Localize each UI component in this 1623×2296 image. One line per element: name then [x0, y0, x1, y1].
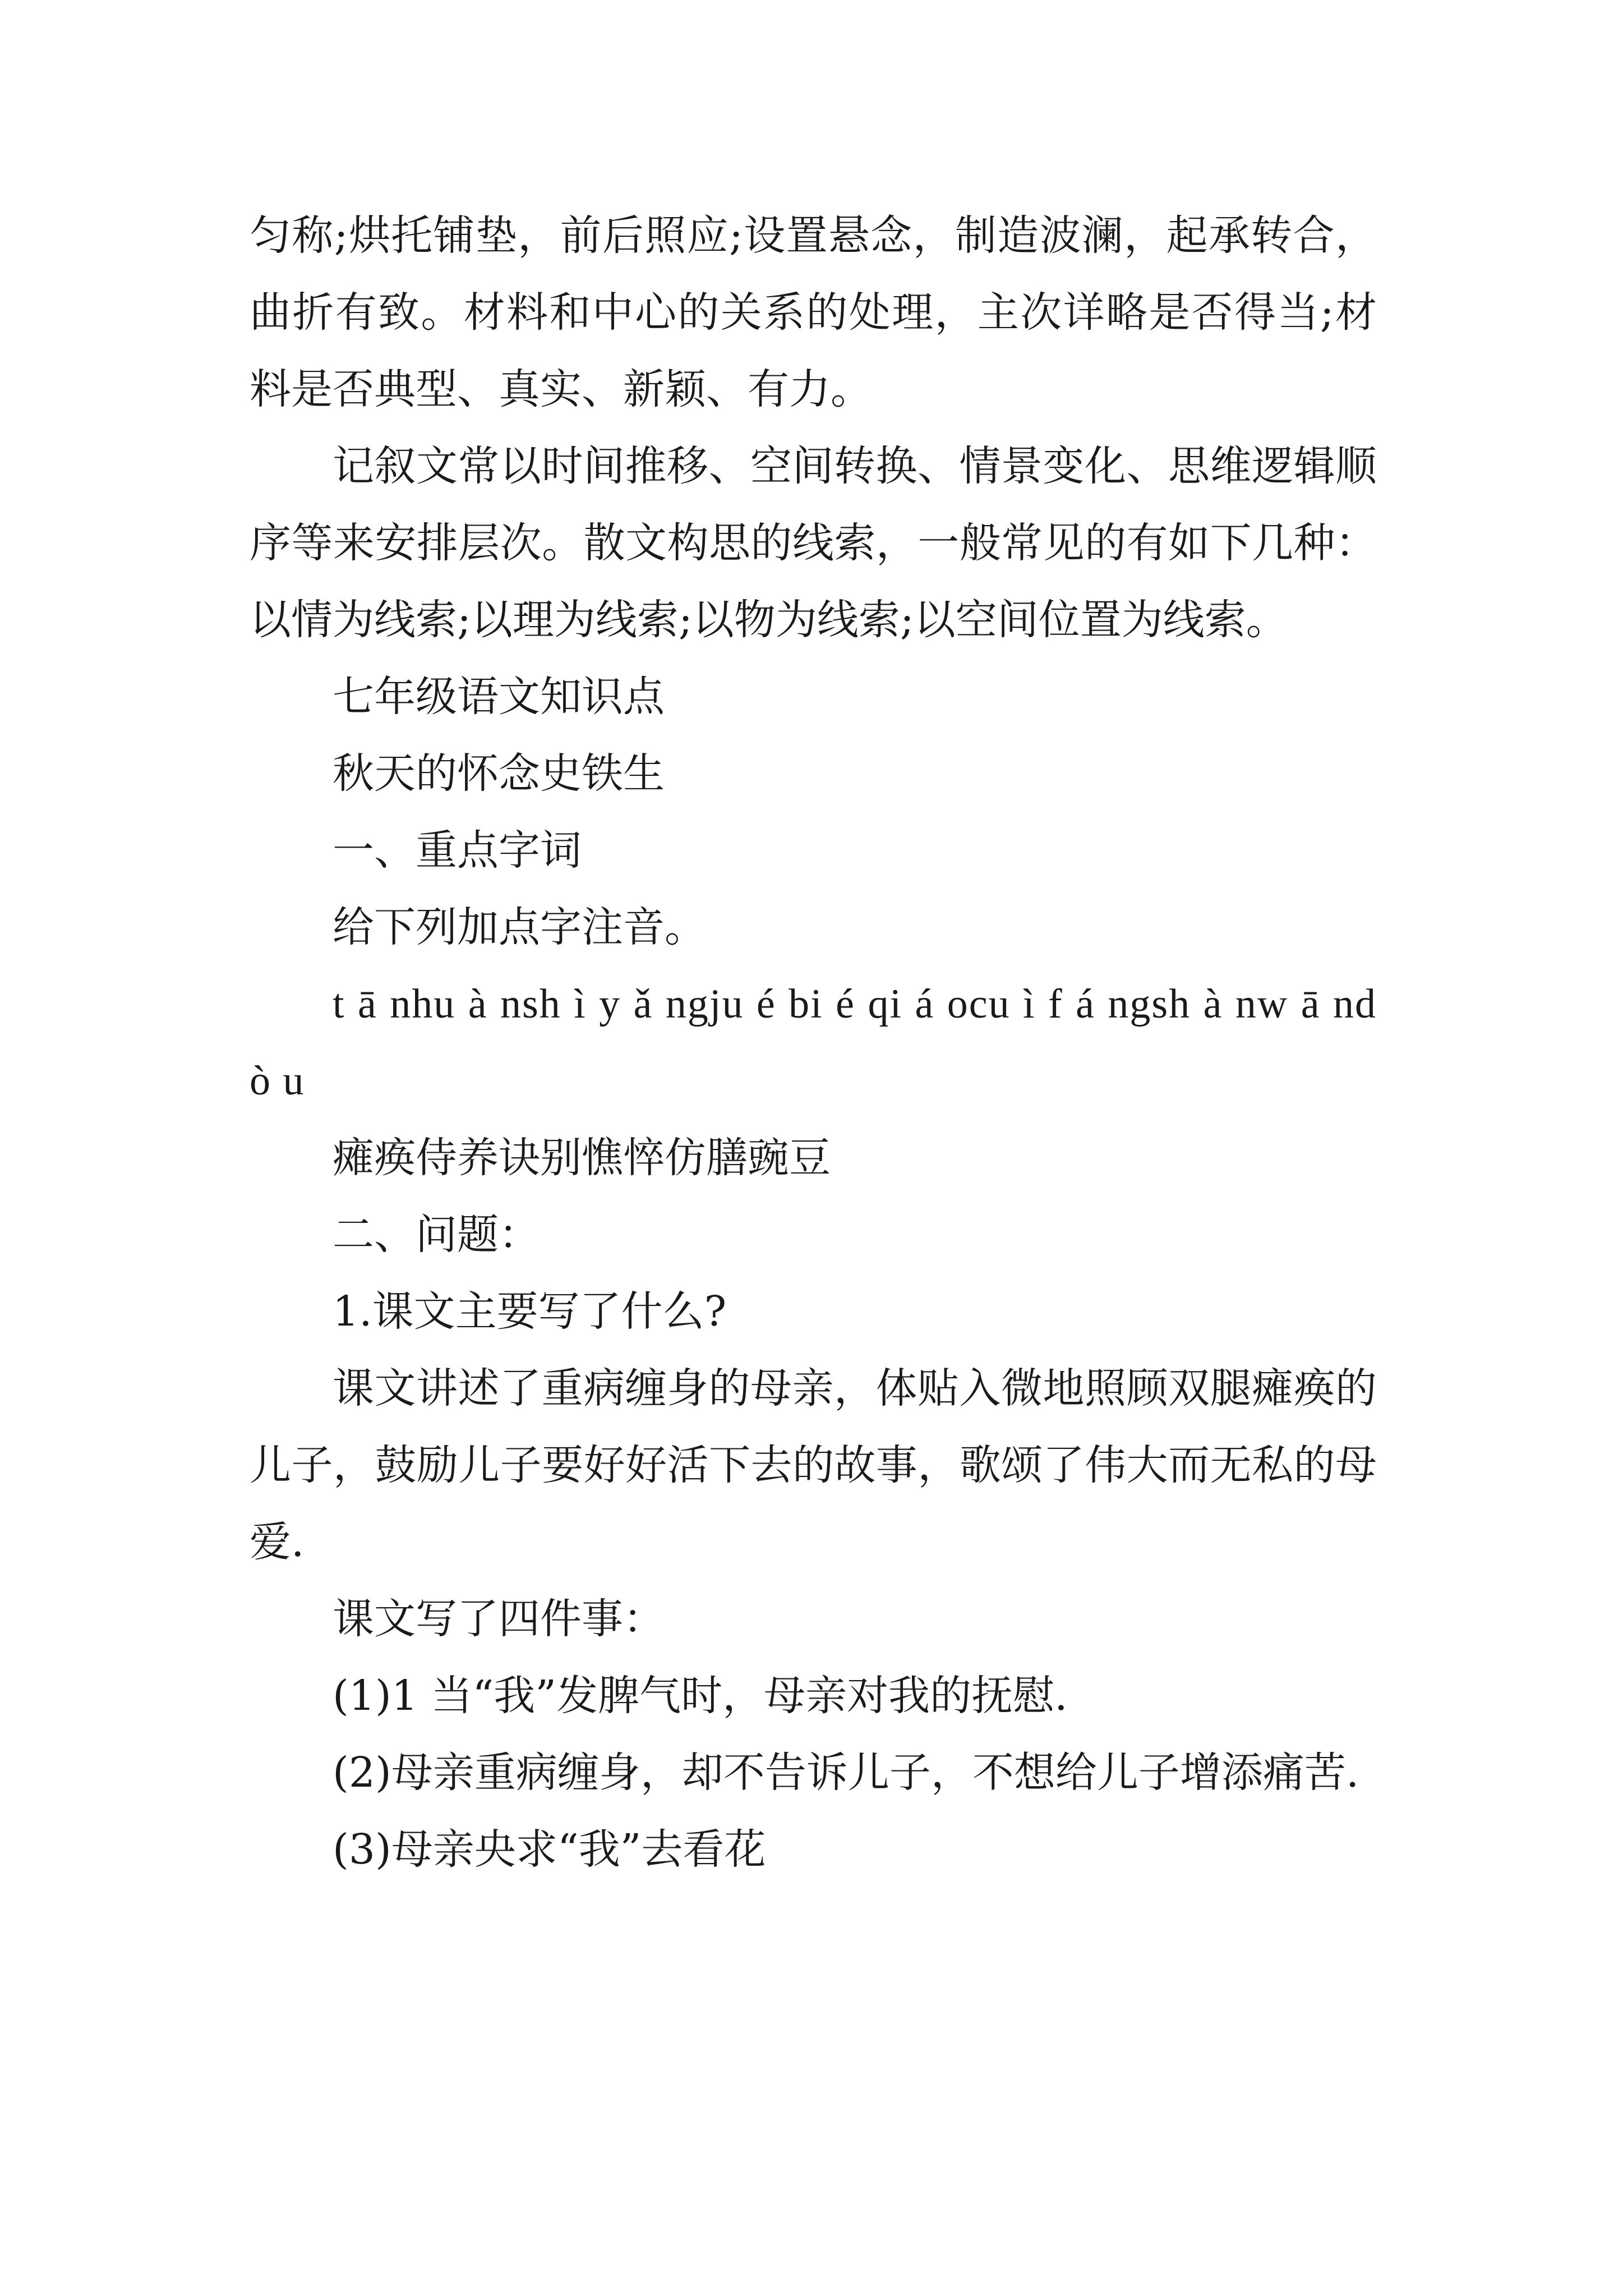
event-2: (2)母亲重病缠身，却不告诉儿子，不想给儿子增添痛苦. [333, 1749, 1359, 1797]
event-1: (1)1 当“我”发脾气时，母亲对我的抚慰. [333, 1672, 1068, 1720]
vocab-words: 瘫痪侍养诀别憔悴仿膳豌豆 [333, 1134, 831, 1182]
section-heading-questions: 二、问题： [333, 1211, 540, 1259]
body-text [250, 197, 1377, 1888]
section-heading-vocab: 一、重点字词 [333, 826, 582, 875]
four-events-intro: 课文写了四件事： [333, 1595, 665, 1643]
answer-summary: 课文讲述了重病缠身的母亲，体贴入微地照顾双腿瘫痪的儿子，鼓励儿子要好好活下去的故事，歌颂了伟大而无私的母爱. [250, 1364, 1377, 1566]
section-heading-grade7: 七年级语文知识点 [333, 673, 665, 721]
pinyin-line: t ā nhu à nsh ì y ǎ ngju é bi é qi á ocu ì f á ngsh à nw ā nd ò u [250, 981, 1377, 1104]
paragraph-structure: 匀称;烘托铺垫，前后照应;设置悬念，制造波澜，起承转合，曲折有致。材料和中心的关系的处理，主次详略是否得当;材料是否典型、真实、新颖、有力。 [250, 211, 1377, 413]
event-3: (3)母亲央求“我”去看花 [333, 1825, 766, 1874]
paragraph-narrative-clues: 记叙文常以时间推移、空间转换、情景变化、思维逻辑顺序等来安排层次。散文构思的线索，一般常见的有如下几种：以情为线索;以理为线索;以物为线索;以空间位置为线索。 [250, 442, 1377, 644]
vocab-instruction: 给下列加点字注音。 [333, 903, 706, 951]
question-1: 1.课文主要写了什么? [333, 1287, 727, 1336]
lesson-title: 秋天的怀念史铁生 [333, 749, 665, 798]
